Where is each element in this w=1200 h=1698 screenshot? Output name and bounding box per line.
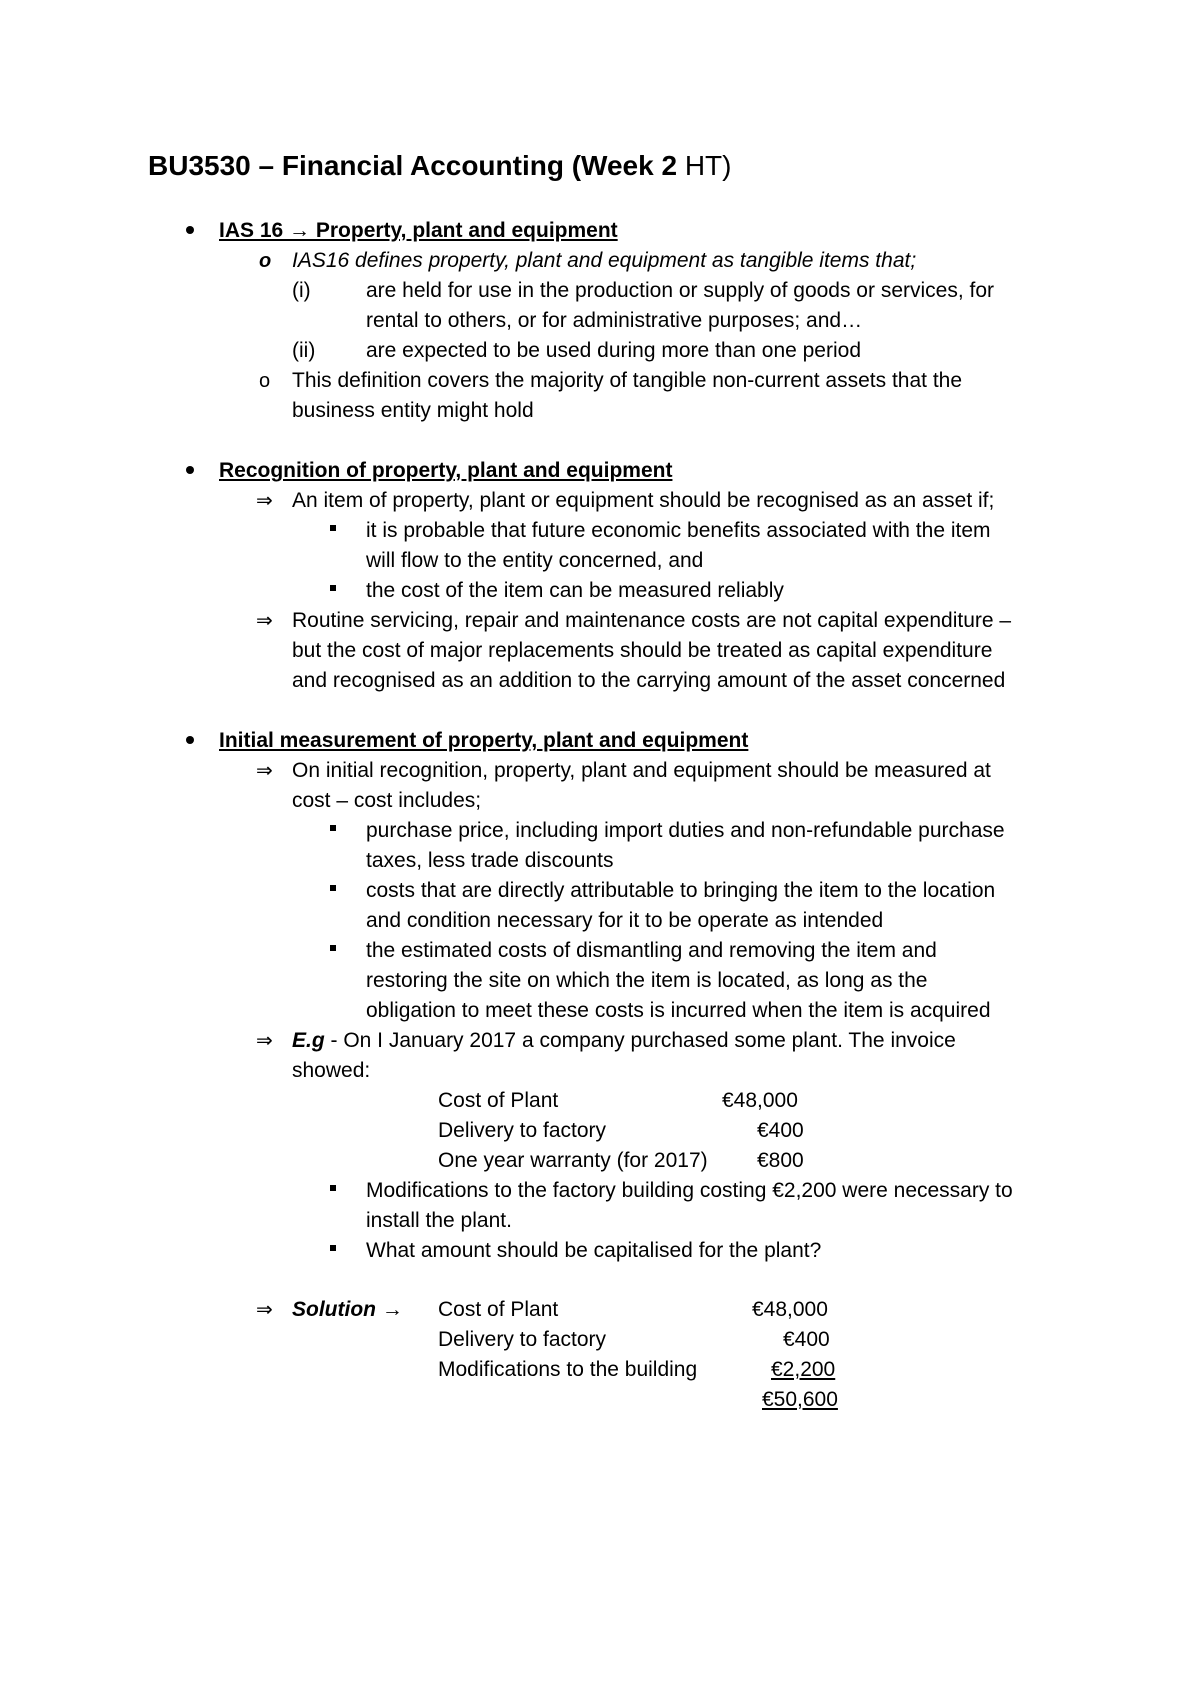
sec3-m1-line1: Modifications to the factory building costing €2,200 were necessary to xyxy=(366,1179,1013,1202)
sec3-b1-line2: taxes, less trade discounts xyxy=(366,849,614,872)
arrow-icon: ⇒ xyxy=(256,490,273,512)
invoice-label: One year warranty (for 2017) xyxy=(438,1149,708,1172)
square-bullet-icon xyxy=(330,1245,336,1251)
solution-label: Solution → xyxy=(292,1298,403,1321)
invoice-label: Cost of Plant xyxy=(438,1089,559,1112)
bullet-sec1 xyxy=(186,226,194,234)
arrow-icon: ⇒ xyxy=(256,1030,273,1052)
sec3-b2-line1: costs that are directly attributable to bringing the item to the location xyxy=(366,879,996,902)
square-bullet-icon xyxy=(330,1185,336,1191)
sec1-sub2-line1: This definition covers the majority of tangible non-current assets that the xyxy=(292,369,963,392)
bullet-sec2 xyxy=(186,466,194,474)
sub-bullet-o: o xyxy=(259,250,272,272)
sub-bullet-o: o xyxy=(259,370,271,392)
sec3-b3-line1: the estimated costs of dismantling and removing the item and xyxy=(366,939,937,962)
sec3-heading: Initial measurement of property, plant and equipment xyxy=(219,729,749,752)
solution-total: €50,600 xyxy=(762,1388,838,1411)
solution-row-value: €400 xyxy=(783,1328,830,1351)
solution-row-value: €48,000 xyxy=(752,1298,828,1321)
title-suffix: HT) xyxy=(684,150,732,181)
invoice-value: €800 xyxy=(757,1149,804,1172)
sec3-eg-line1 xyxy=(292,1026,956,1056)
sec1-ii-line1: are expected to be used during more than one period xyxy=(366,339,862,362)
square-bullet-icon xyxy=(330,885,336,891)
invoice-label: Delivery to factory xyxy=(438,1119,607,1142)
square-bullet-icon xyxy=(330,825,336,831)
invoice-value: €400 xyxy=(757,1119,804,1142)
eg-text: - On I January 2017 a company purchased some plant. The invoice xyxy=(324,1029,956,1052)
sec1-i-line1: are held for use in the production or supply of goods or services, for xyxy=(366,279,995,302)
sec1-ii-label: (ii) xyxy=(292,339,316,362)
sec1-heading: IAS 16 → Property, plant and equipment xyxy=(219,219,618,242)
square-bullet-icon xyxy=(330,585,336,591)
solution-row-label: Delivery to factory xyxy=(438,1328,607,1351)
sec2-b1-line1: it is probable that future economic benefits associated with the item xyxy=(366,519,991,542)
sec3-b2-line2: and condition necessary for it to be operate as intended xyxy=(366,909,884,932)
sec1-i-line2: rental to others, or for administrative purposes; and… xyxy=(366,309,863,332)
square-bullet-icon xyxy=(330,945,336,951)
arrow-icon: ⇒ xyxy=(256,760,273,782)
sec2-a-line1: An item of property, plant or equipment should be recognised as an asset if; xyxy=(292,489,995,512)
sec2-b1-line2: will flow to the entity concerned, and xyxy=(366,549,704,572)
sec3-a-line2: cost – cost includes; xyxy=(292,789,482,812)
arrow-icon: ⇒ xyxy=(256,610,273,632)
sec2-c-line1: Routine servicing, repair and maintenance costs are not capital expenditure – xyxy=(292,609,1012,632)
bullet-sec3 xyxy=(186,736,194,744)
sec2-c-line2: but the cost of major replacements should be treated as capital expenditure xyxy=(292,639,993,662)
solution-row-label: Cost of Plant xyxy=(438,1298,559,1321)
sec3-b3-line3: obligation to meet these costs is incurred when the item is acquired xyxy=(366,999,991,1022)
sec2-b2-line1: the cost of the item can be measured reliably xyxy=(366,579,784,602)
sec2-heading: Recognition of property, plant and equipment xyxy=(219,459,673,482)
page-title xyxy=(148,150,731,182)
sec3-a-line1: On initial recognition, property, plant and equipment should be measured at xyxy=(292,759,991,782)
sec3-b3-line2: restoring the site on which the item is located, as long as the xyxy=(366,969,928,992)
sec3-m2-line1: What amount should be capitalised for the plant? xyxy=(366,1239,822,1262)
arrow-icon: ⇒ xyxy=(256,1299,273,1321)
eg-label: E.g xyxy=(292,1029,325,1052)
sec1-sub1: IAS16 defines property, plant and equipment as tangible items that; xyxy=(292,249,917,272)
sec3-m1-line2: install the plant. xyxy=(366,1209,512,1232)
square-bullet-icon xyxy=(330,525,336,531)
solution-row-value: €2,200 xyxy=(771,1358,836,1381)
sec3-b1-line1: purchase price, including import duties and non-refundable purchase xyxy=(366,819,1005,842)
sec1-i-label: (i) xyxy=(292,279,311,302)
sec2-c-line3: and recognised as an addition to the carrying amount of the asset concerned xyxy=(292,669,1006,692)
invoice-value: €48,000 xyxy=(722,1089,798,1112)
title-prefix: BU3530 – Financial Accounting (Week 2 xyxy=(148,150,685,181)
sec1-sub2-line2: business entity might hold xyxy=(292,399,534,422)
solution-row-label: Modifications to the building xyxy=(438,1358,698,1381)
sec3-eg-line2: showed: xyxy=(292,1059,371,1082)
